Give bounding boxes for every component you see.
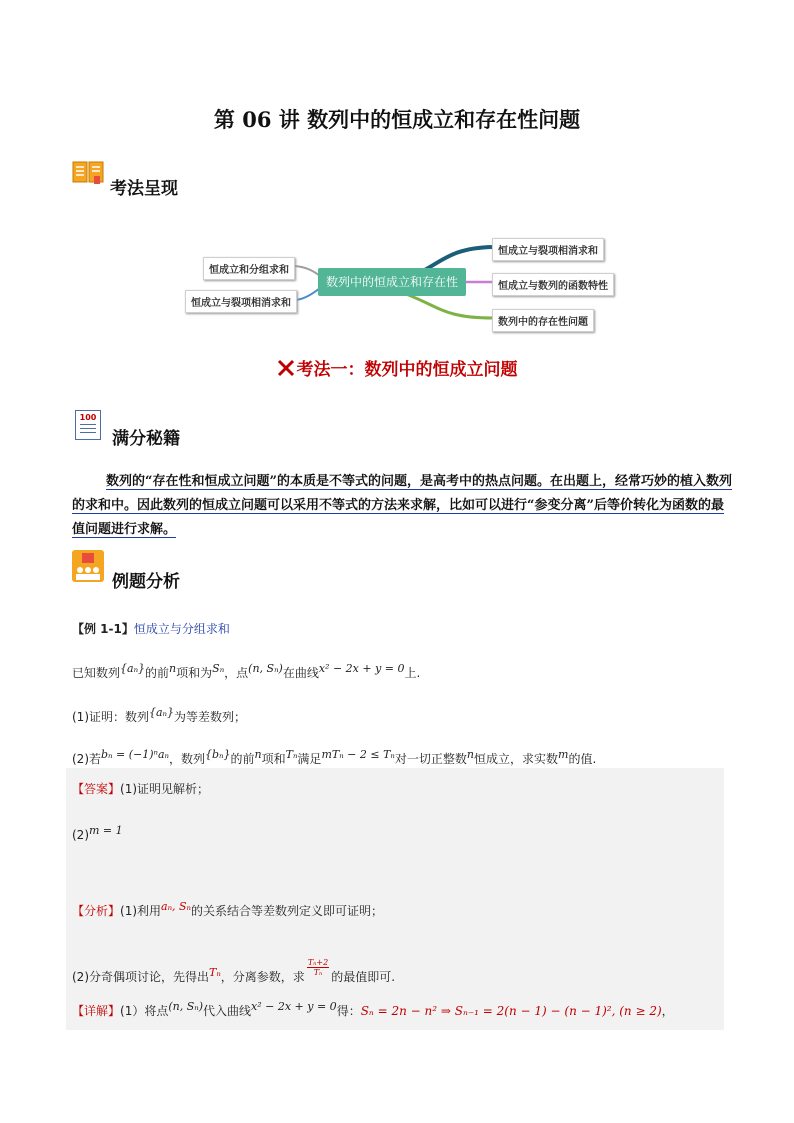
q2-seq: {aₙ} [149,706,175,719]
score-100-icon-text: 100 [79,413,97,422]
q1-text-d: ，点 [224,666,249,680]
detail-line-1 [72,1000,674,1019]
q3-Tn: Tₙ [285,748,298,761]
q3-text-e: 满足 [297,752,322,766]
detail-text-d: ， [661,1004,674,1018]
q2-text-b: 为等差数列； [174,710,247,724]
mindmap-node-left-2: 恒成立与裂项相消求和 [185,290,297,313]
analysis-text-c: (2)分奇偶项讨论，先得出 [72,970,209,984]
example-question-line-1 [72,662,420,681]
secret-paragraph-text: 数列的“存在性和恒成立问题”的本质是不等式的问题，是高考中的热点问题。在出题上，经常巧妙的植入数列的求和中。因此数列的恒成立问题可以采用不等式的方法来求解，比如可以进行“参变分离”后等价转化为函数的最值问题进行求解。 [72,474,732,537]
detail-label: 【详解】 [72,1004,121,1018]
solution-panel [66,768,724,1030]
mindmap-node-right-1: 恒成立与裂项相消求和 [492,238,604,261]
answer-line-2 [72,824,123,842]
teacher-students-icon [72,550,104,582]
fraction-denominator: Tₙ [313,968,323,977]
analysis-fraction [307,958,329,977]
mindmap-node-right-2: 恒成立与数列的函数特性 [492,273,614,296]
mindmap-branch-left-bottom [294,288,320,300]
q1-curve: x² − 2x + y = 0 [318,662,405,675]
example-label: 【例 1-1】 [72,622,134,636]
mindmap-node-left-1: 恒成立和分组求和 [203,257,295,280]
q3-inequality: mTₙ − 2 ≤ Tₙ [321,748,395,761]
analysis-line-1 [72,900,383,919]
analysis-label: 【分析】 [72,904,121,918]
answer-part-2-prefix: (2) [72,828,89,842]
q1-text-e: 在曲线 [282,666,319,680]
q1-Sn: Sₙ [212,662,225,675]
q1-text-f: 上. [404,666,421,680]
q3-text-g: 恒成立，求实数 [474,752,559,766]
answer-part-2-value: m = 1 [89,824,123,837]
score-100-icon [75,410,101,440]
q1-seq: {aₙ} [120,662,146,675]
q3-bn: bₙ = (−1)ⁿaₙ [101,748,169,761]
example-topic: 恒成立与分组求和 [133,622,230,636]
example-header [72,620,230,637]
page-title: 第 06 讲 数列中的恒成立和存在性问题 [213,107,581,132]
pencil-ruler-icon [277,359,297,382]
answer-line-1 [72,780,209,797]
detail-text-c: 得： [336,1004,361,1018]
mindmap-center-node: 数列中的恒成立和存在性 [318,268,466,296]
fraction-numerator: Tₙ+2 [307,958,329,967]
answer-part-1: (1)证明见解析； [120,782,210,796]
analysis-text-d: ，分离参数，求 [220,970,305,984]
q3-text-h: 的值. [568,752,597,766]
mindmap-node-right-3: 数列中的存在性问题 [492,309,594,332]
detail-curve: x² − 2x + y = 0 [251,1000,337,1013]
q1-n: n [169,662,177,675]
secret-paragraph [72,470,732,542]
detail-formula: Sₙ = 2n − n² ⇒ Sₙ₋₁ = 2(n − 1) − (n − 1)², (n ≥ 2) [360,1004,662,1018]
analysis-text-b: 的关系结合等差数列定义即可证明； [191,904,384,918]
q3-m: m [558,748,569,761]
analysis-vars: aₙ, Sₙ [161,900,192,913]
q3-text-d: 项和 [261,752,286,766]
analysis-Tn: Tₙ [209,966,221,979]
method-one-heading [0,355,794,382]
detail-text-a: (1）将点 [120,1004,169,1018]
section-heading-full-score-secrets: 满分秘籍 [112,429,180,449]
q1-text-b: 的前 [145,666,170,680]
q1-text-c: 项和为 [176,666,213,680]
q3-n2: n [466,748,474,761]
answer-label: 【答案】 [72,782,121,796]
detail-text-b: 代入曲线 [203,1004,252,1018]
section-heading-example-analysis: 例题分析 [112,572,180,592]
example-question-line-2 [72,706,246,725]
analysis-line-2 [72,958,395,985]
method-one-heading-text: 考法一：数列中的恒成立问题 [296,360,518,380]
q1-text-a: 已知数列 [72,666,121,680]
q2-text-a: (1)证明：数列 [72,710,149,724]
analysis-text-e: 的最值即可. [331,970,396,984]
section-heading-exam-methods: 考法呈现 [110,179,178,199]
q3-text-a: (2)若 [72,752,101,766]
q1-point: (n, Sₙ) [248,662,283,675]
example-question-line-3 [72,748,596,767]
detail-point: (n, Sₙ) [168,1000,203,1013]
q3-text-b: ，数列 [168,752,205,766]
q3-text-c: 的前 [230,752,255,766]
mindmap-branch-left-top [292,266,320,276]
q3-n: n [254,748,262,761]
q3-seq: {bₙ} [205,748,231,761]
book-icon [72,160,104,186]
q3-text-f: 对一切正整数 [394,752,467,766]
analysis-text-a: (1)利用 [120,904,162,918]
